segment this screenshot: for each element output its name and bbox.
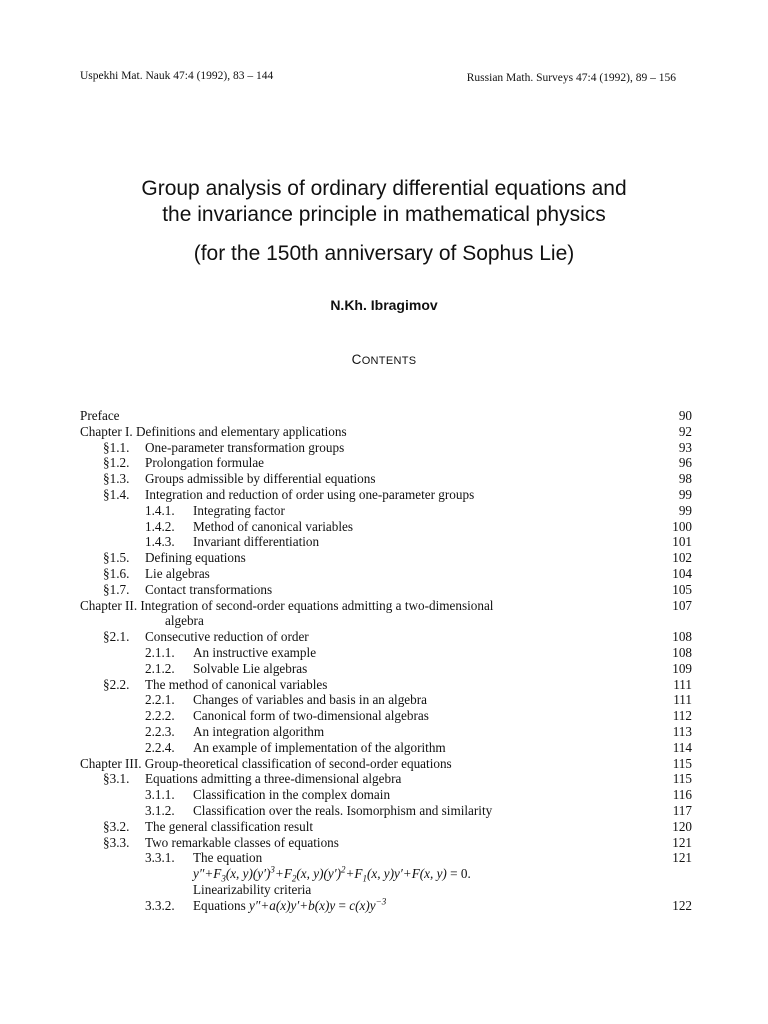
toc-text: Linearizability criteria [193,882,312,898]
toc-number: §1.7. [103,581,130,597]
toc-text: Defining equations [145,550,246,566]
toc-entry [80,661,692,677]
toc-page: 109 [672,660,692,676]
contents-heading-initial: C [351,352,362,367]
toc-text: Groups admissible by differential equations [145,471,376,487]
toc-text: An instructive example [193,644,317,660]
toc-number: §1.5. [103,550,130,566]
toc-page: 120 [672,818,692,834]
toc-page: 117 [672,802,692,818]
toc-text: Method of canonical variables [193,518,354,534]
toc-entry [80,708,692,724]
toc-number: 2.1.1. [145,644,175,660]
toc-entry [80,629,692,645]
toc-text: The method of canonical variables [145,676,328,692]
toc-entry [80,771,692,787]
toc-text: Integrating factor [193,502,285,518]
toc-formula-line [80,866,692,882]
toc-page: 107 [672,597,692,613]
toc-page: 101 [672,534,692,550]
toc-number: 3.1.2. [145,802,175,818]
formula-equation-3-3-2: $y''+a(x)y'+b(x)y = c(x)y^{-3}$ [249,896,387,913]
subtitle: (for the 150th anniversary of Sophus Lie) [193,242,575,265]
toc-entry [80,534,692,550]
toc-entry [80,598,692,614]
toc-text: Classification over the reals. Isomorphism and similarity [193,802,493,818]
toc-entry [80,692,692,708]
toc-entry [80,677,692,693]
toc-entry [80,487,692,503]
title-line-2: the invariance principle in mathematical physics [162,203,606,226]
toc-entry [80,645,692,661]
toc-text: Prolongation formulae [145,455,265,471]
table-of-contents [80,408,692,914]
toc-page: 122 [672,897,692,913]
toc-text: Chapter I. Definitions and elementary applications [80,423,347,439]
toc-text: Chapter III. Group-theoretical classification of second-order equations [80,755,452,771]
toc-page: 92 [678,423,692,439]
toc-number: §1.2. [103,455,130,471]
toc-text: Contact transformations [145,581,273,597]
toc-page: 121 [672,850,692,866]
toc-page: 111 [673,676,692,692]
toc-text: Equations [193,897,246,913]
toc-entry [80,898,692,914]
toc-page: 115 [672,771,692,787]
toc-entry [80,803,692,819]
toc-entry [80,455,692,471]
toc-entry [80,724,692,740]
toc-text: One-parameter transformation groups [145,439,345,455]
toc-page: 112 [672,708,692,724]
toc-text: Chapter II. Integration of second-order equations admitting a two-dimensional [80,597,494,613]
toc-text: The equation [193,850,263,866]
toc-text: algebra [165,613,204,629]
toc-number: 2.2.1. [145,692,175,708]
toc-entry [80,471,692,487]
toc-page: 108 [672,629,692,645]
toc-text: Canonical form of two-dimensional algebras [193,708,429,724]
toc-page: 104 [672,565,692,581]
toc-number: §2.1. [103,629,130,645]
contents-heading [0,352,768,367]
toc-number: §1.3. [103,471,130,487]
toc-text: Solvable Lie algebras [193,660,308,676]
formula-equation-3-3-1: $y''+F_3(x$, $y)(y')^3+F_2(x$, $y)(y')^2+F_1(x$, y)y′+F(x, y) = 0. [193,864,471,884]
toc-page: 102 [672,550,692,566]
toc-page: 90 [678,408,692,423]
toc-number: §3.2. [103,818,130,834]
toc-entry [80,408,692,424]
toc-text: The general classification result [145,818,314,834]
toc-text: Equations admitting a three-dimensional algebra [145,771,402,787]
toc-number: 1.4.3. [145,534,175,550]
toc-entry-continuation [80,613,692,629]
toc-page: 100 [672,518,692,534]
toc-number: 1.4.1. [145,502,175,518]
toc-entry [80,835,692,851]
toc-number: 3.1.1. [145,787,175,803]
toc-page: 121 [672,834,692,850]
toc-number: §1.4. [103,486,130,502]
toc-number: 1.4.2. [145,518,175,534]
toc-page: 111 [673,692,692,708]
toc-entry [80,550,692,566]
toc-text: Preface [80,408,120,423]
toc-entry [80,787,692,803]
toc-number: §2.2. [103,676,130,692]
toc-number: §1.1. [103,439,130,455]
toc-text: Integration and reduction of order using one-parameter groups [145,486,475,502]
toc-page: 115 [672,755,692,771]
author-name: N.Kh. Ibragimov [330,297,438,313]
toc-text: Lie algebras [145,565,210,581]
toc-text: An integration algorithm [193,723,325,739]
toc-text: Changes of variables and basis in an algebra [193,692,428,708]
toc-entry [80,819,692,835]
title-block [0,176,768,267]
toc-page: 99 [678,486,692,502]
toc-text: Classification in the complex domain [193,787,391,803]
toc-number: 2.2.2. [145,708,175,724]
toc-number: 2.2.3. [145,723,175,739]
toc-page: 96 [678,455,692,471]
toc-number: 3.3.1. [145,850,175,866]
toc-entry [80,424,692,440]
toc-entry [80,850,692,866]
toc-number: 2.1.2. [145,660,175,676]
journal-reference-right: Russian Math. Surveys 47:4 (1992), 89 – 156 [466,72,676,84]
toc-text-with-formula [193,898,386,914]
toc-text: An example of implementation of the algorithm [193,739,446,755]
toc-page: 99 [678,502,692,518]
toc-number: §3.3. [103,834,130,850]
toc-entry [80,519,692,535]
toc-page: 113 [672,723,692,739]
toc-page: 98 [678,471,692,487]
toc-page: 108 [672,644,692,660]
toc-page: 114 [672,739,692,755]
toc-number: §3.1. [103,771,130,787]
toc-page: 105 [672,581,692,597]
toc-entry [80,503,692,519]
toc-page: 93 [678,439,692,455]
toc-entry [80,756,692,772]
title-line-1: Group analysis of ordinary differential equations and [141,177,627,200]
toc-number: 2.2.4. [145,739,175,755]
toc-entry [80,440,692,456]
toc-text: Consecutive reduction of order [145,629,309,645]
toc-text: Invariant differentiation [193,534,320,550]
toc-entry [80,582,692,598]
toc-text: Two remarkable classes of equations [145,834,339,850]
toc-number: §1.6. [103,565,130,581]
toc-entry [80,740,692,756]
toc-page: 116 [672,787,692,803]
contents-heading-rest: ONTENTS [361,355,417,367]
toc-entry [80,566,692,582]
journal-reference-left: Uspekhi Mat. Nauk 47:4 (1992), 83 – 144 [80,70,274,82]
toc-number: 3.3.2. [145,897,175,913]
